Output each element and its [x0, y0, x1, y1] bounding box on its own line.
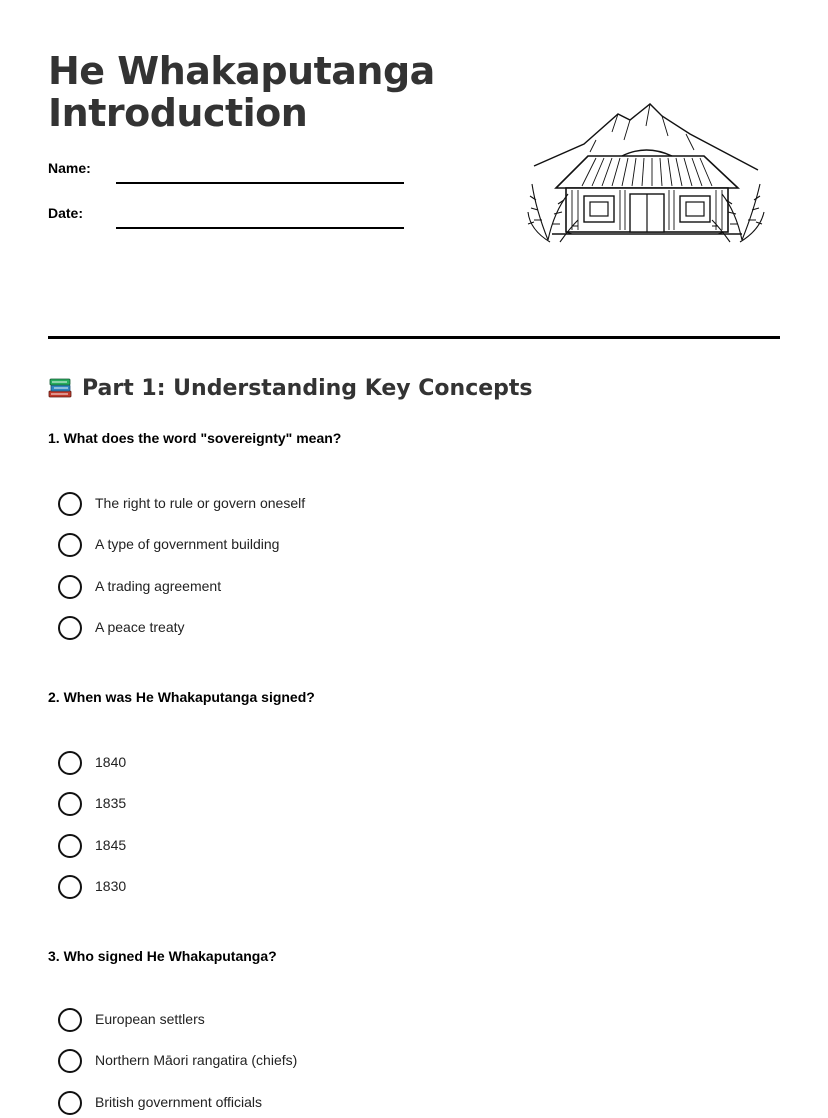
- radio-button[interactable]: [58, 875, 82, 899]
- question-2-text: 2. When was He Whakaputanga signed?: [48, 689, 315, 705]
- section-divider: [48, 336, 780, 339]
- title-line-1: He Whakaputanga: [48, 49, 435, 93]
- option-label: 1840: [95, 754, 127, 770]
- radio-button[interactable]: [58, 792, 82, 816]
- option-label: A trading agreement: [95, 578, 222, 594]
- option-label: 1830: [95, 878, 127, 894]
- option-label: A peace treaty: [95, 619, 185, 635]
- radio-button[interactable]: [58, 616, 82, 640]
- option-label: Northern Māori rangatira (chiefs): [95, 1052, 298, 1068]
- date-line[interactable]: [116, 227, 404, 229]
- question-1-text: 1. What does the word "sovereignty" mean?: [48, 430, 342, 446]
- option-label: A type of government building: [95, 536, 280, 552]
- radio-button[interactable]: [58, 1008, 82, 1032]
- radio-button[interactable]: [58, 1049, 82, 1073]
- radio-button[interactable]: [58, 533, 82, 557]
- option-label: 1845: [95, 837, 127, 853]
- books-icon: [48, 376, 72, 398]
- section-title: [48, 374, 533, 404]
- title-line-2: Introduction: [48, 91, 308, 135]
- radio-button[interactable]: [58, 575, 82, 599]
- option-label: British government officials: [95, 1094, 263, 1110]
- radio-button[interactable]: [58, 492, 82, 516]
- section-title-text: Part 1: Understanding Key Concepts: [82, 376, 533, 401]
- worksheet-title: [48, 50, 435, 134]
- option-label: European settlers: [95, 1011, 205, 1027]
- wharenui-mountain-illustration: [526, 100, 766, 246]
- option-label: 1835: [95, 795, 127, 811]
- date-field[interactable]: [48, 205, 408, 229]
- radio-button[interactable]: [58, 751, 82, 775]
- radio-button[interactable]: [58, 834, 82, 858]
- question-1: [48, 429, 788, 635]
- question-3-text: 3. Who signed He Whakaputanga?: [48, 948, 277, 964]
- name-label: Name:: [48, 160, 91, 176]
- option-label: The right to rule or govern oneself: [95, 495, 306, 511]
- question-2: [48, 688, 788, 894]
- name-line[interactable]: [116, 182, 404, 184]
- radio-button[interactable]: [58, 1091, 82, 1115]
- question-3: [48, 947, 788, 1110]
- name-field[interactable]: [48, 160, 408, 184]
- date-label: Date:: [48, 205, 84, 221]
